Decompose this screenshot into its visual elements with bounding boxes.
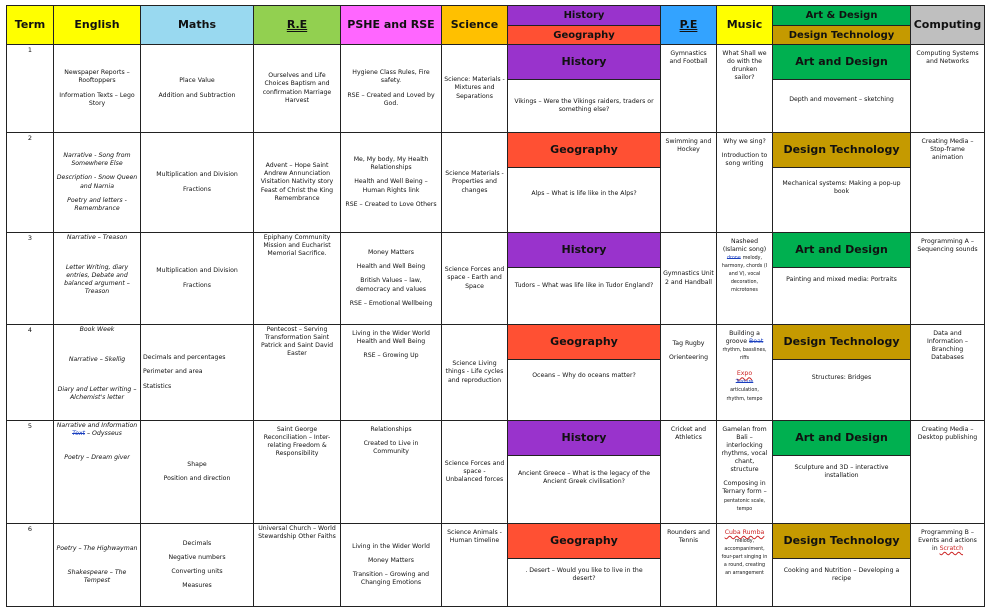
pshe-item: RSE – Emotional Wellbeing — [349, 299, 433, 307]
science-cell — [442, 421, 508, 524]
pe-item: Orienteering — [668, 354, 708, 362]
science-item: Science: Materials - Mixtures and Separations — [444, 76, 505, 100]
re-cell — [254, 45, 341, 133]
art-dt-topic: Mechanical systems: Making a pop-up book — [782, 180, 901, 196]
pshe-item: RSE – Created to Love Others — [345, 200, 437, 208]
science-cell — [442, 45, 508, 133]
header-pshe: PSHE and RSE — [341, 6, 442, 45]
art-dt-topic: Sculpture and 3D – interactive installation — [794, 464, 889, 480]
computing-item: Programming A – Sequencing sounds — [917, 238, 978, 254]
geography-banner: Geography — [508, 325, 660, 360]
computing-cell — [911, 45, 985, 133]
header-re — [254, 6, 341, 45]
geography-banner: Geography — [508, 133, 660, 168]
dt-banner: Design Technology — [773, 524, 910, 559]
english-strike-text: Text — [72, 430, 86, 438]
english-cell — [54, 45, 141, 133]
pshe-item: Living in the Wider World — [352, 542, 430, 550]
science-cell — [442, 133, 508, 233]
music-item: Introduction to song writing — [721, 152, 768, 168]
science-item: Science Forces and space - Unbalanced forces — [444, 459, 505, 484]
english-item: Diary and Letter writing – Alchemist's letter — [57, 386, 137, 402]
science-item: Science Forces and space - Earth and Space — [444, 266, 505, 290]
pshe-cell — [341, 133, 442, 233]
english-item: Information Texts – Lego Story — [59, 91, 135, 107]
english-cell — [54, 524, 141, 607]
term-number: 6 — [7, 524, 54, 607]
english-item: Description - Snow Queen and Narnia — [56, 174, 138, 190]
re-cell — [254, 524, 341, 607]
term-number: 1 — [7, 45, 54, 133]
term-row-2 — [7, 133, 985, 233]
computing-cell — [911, 325, 985, 421]
history-banner: History — [508, 45, 660, 80]
science-cell — [442, 233, 508, 325]
music-strike-text: Texture — [735, 380, 754, 386]
maths-item: Converting units — [171, 568, 223, 575]
pshe-cell — [341, 524, 442, 607]
humanities-cell — [508, 421, 661, 524]
pshe-cell — [341, 45, 442, 133]
curriculum-grid — [6, 5, 985, 607]
music-cell — [717, 325, 773, 421]
science-item: Science Living things - Life cycles and reproduction — [445, 360, 504, 384]
pe-item: Gymnastics Unit 2 and Handball — [663, 270, 714, 286]
header-re-label: R.E — [286, 17, 308, 31]
term-number: 3 — [7, 233, 54, 325]
pshe-item: Money Matters — [367, 249, 415, 257]
maths-item: Multiplication and Division — [156, 171, 238, 179]
science-cell — [442, 325, 508, 421]
music-strike-text: drone — [726, 256, 741, 262]
term-row-3 — [7, 233, 985, 325]
computing-cell — [911, 524, 985, 607]
computing-wavy-text: Scratch — [939, 545, 964, 553]
science-item: Science Materials - Properties and changes — [445, 170, 504, 194]
re-item: Epiphany Community Mission and Eucharist Memorial Sacrifice. — [263, 234, 331, 258]
maths-item: Position and direction — [163, 475, 231, 482]
humanities-topic: Tudors – What was life like in Tudor England? — [514, 282, 654, 289]
art-banner: Art and Design — [773, 45, 910, 80]
pe-cell — [661, 133, 717, 233]
pe-cell — [661, 45, 717, 133]
humanities-topic: Ancient Greece – What is the legacy of the Ancient Greek civilisation? — [517, 470, 651, 486]
re-cell — [254, 325, 341, 421]
english-cell — [54, 421, 141, 524]
pshe-item: RSE – Growing Up — [363, 352, 419, 360]
maths-item: Decimals — [182, 539, 212, 547]
computing-item: Computing Systems and Networks — [916, 50, 979, 66]
pe-cell — [661, 421, 717, 524]
art-dt-cell — [773, 133, 911, 233]
english-item: Book Week — [79, 326, 115, 333]
pshe-cell — [341, 421, 442, 524]
music-item: What Shall we do with the drunken sailor? — [722, 50, 767, 82]
re-cell — [254, 421, 341, 524]
computing-cell — [911, 421, 985, 524]
maths-item: Shape — [187, 460, 207, 468]
music-cell — [717, 421, 773, 524]
header-geography: Geography — [508, 26, 661, 45]
re-cell — [254, 133, 341, 233]
art-dt-cell — [773, 45, 911, 133]
music-item: Composing in Ternary form – — [722, 480, 767, 496]
maths-item: Decimals and percentages — [143, 354, 226, 362]
music-wavy-text: Expo — [736, 370, 753, 378]
maths-item: Addition and Subtraction — [158, 91, 236, 99]
music-cell — [717, 133, 773, 233]
re-item: Universal Church – World Stewardship Other Faiths — [258, 525, 336, 541]
maths-cell — [141, 45, 254, 133]
art-dt-cell — [773, 233, 911, 325]
maths-item: Statistics — [143, 382, 172, 390]
re-item: Advent – Hope Saint Andrew Annunciation Visitation Nativity story Feast of Christ the King Remembrance — [260, 162, 334, 202]
maths-item: Place Value — [179, 77, 215, 85]
pe-cell — [661, 325, 717, 421]
music-detail: articulation, rhythm, tempo — [726, 388, 763, 402]
music-detail: melody, accompaniment, four-part singing in a round, creating an arrangement — [721, 539, 768, 577]
science-item: Science Animals - Human timeline — [447, 529, 502, 545]
music-item: Gamelan from Bali – interlocking rhythms, vocal chant, structure — [721, 426, 768, 474]
re-item: Saint George Reconciliation – Inter-relating Freedom & Responsibility — [263, 426, 331, 458]
pshe-item: British Values – law, democracy and values — [355, 277, 427, 293]
pshe-item: RSE – Created and Loved by God. — [347, 91, 435, 107]
term-row-5 — [7, 421, 985, 524]
english-cell — [54, 233, 141, 325]
humanities-cell — [508, 233, 661, 325]
english-item: Newspaper Reports – Rooftoppers — [64, 69, 130, 85]
english-cell — [54, 325, 141, 421]
pshe-item: Relationships — [370, 426, 412, 433]
english-item: Poetry – The Highwayman — [56, 544, 138, 552]
maths-item: Measures — [182, 582, 212, 590]
term-number: 4 — [7, 325, 54, 421]
pshe-item: Health and Well Being — [356, 263, 426, 271]
art-dt-topic: Structures: Bridges — [811, 374, 872, 381]
music-detail: rhythm, basslines, riffs — [722, 348, 767, 362]
computing-item: Programming B – Events and actions in — [918, 529, 977, 553]
pe-item: Rounders and Tennis — [667, 529, 710, 545]
header-pe — [661, 6, 717, 45]
music-detail: melody, harmony, chords (I and V), vocal decoration, microtones — [721, 256, 768, 294]
computing-cell — [911, 233, 985, 325]
re-item: Ourselves and Life Choices Baptism and confirmation Marriage Harvest — [262, 72, 332, 104]
header-dt: Design Technology — [773, 26, 911, 45]
humanities-cell — [508, 325, 661, 421]
term-number: 5 — [7, 421, 54, 524]
music-item: Why we sing? — [723, 138, 766, 145]
pshe-item: Health and Well Being – Human Rights link — [354, 178, 428, 194]
header-term: Term — [7, 6, 54, 45]
humanities-topic: Alps – What is life like in the Alps? — [531, 190, 637, 197]
art-dt-topic: Cooking and Nutrition – Developing a recipe — [783, 567, 900, 583]
english-item: Narrative – Treason — [66, 234, 128, 241]
english-item: Shakespeare – The Tempest — [67, 568, 127, 585]
term-row-4 — [7, 325, 985, 421]
maths-cell — [141, 325, 254, 421]
humanities-topic: Oceans – Why do oceans matter? — [532, 372, 636, 379]
humanities-topic: . Desert – Would you like to live in the desert? — [525, 567, 643, 583]
art-dt-cell — [773, 325, 911, 421]
header-pe-label: P.E — [679, 17, 698, 31]
maths-cell — [141, 233, 254, 325]
dt-banner: Design Technology — [773, 325, 910, 360]
music-cell — [717, 524, 773, 607]
header-history: History — [508, 6, 661, 26]
pshe-item: Money Matters — [367, 556, 415, 564]
music-title: Nasheed (Islamic song) — [722, 238, 767, 254]
header-maths: Maths — [141, 6, 254, 45]
music-cell — [717, 45, 773, 133]
english-item: Narrative – Skellig — [68, 356, 126, 364]
maths-item: Perimeter and area — [143, 368, 203, 376]
humanities-cell — [508, 45, 661, 133]
header-music: Music — [717, 6, 773, 45]
science-cell — [442, 524, 508, 607]
english-item: Narrative - Song from Somewhere Else — [63, 152, 131, 168]
pe-cell — [661, 233, 717, 325]
pe-item: Gymnastics and Football — [669, 50, 708, 66]
maths-item: Fractions — [183, 281, 211, 289]
term-number: 2 — [7, 133, 54, 233]
art-dt-topic: Depth and movement – sketching — [789, 96, 894, 103]
music-wavy-text: Cuba Rumba — [724, 529, 765, 536]
re-item: Pentecost – Serving Transformation Saint Patrick and Saint David Easter — [260, 326, 334, 358]
pshe-item: Me, My body, My Health Relationships — [353, 156, 429, 172]
pe-item: Tag Rugby — [672, 340, 705, 347]
humanities-cell — [508, 133, 661, 233]
history-banner: History — [508, 233, 660, 268]
computing-item: Creating Media – Desktop publishing — [917, 426, 978, 442]
music-strike-text: Beat — [749, 338, 764, 346]
art-banner: Art and Design — [773, 233, 910, 268]
term-row-1 — [7, 45, 985, 133]
maths-cell — [141, 133, 254, 233]
pshe-item: Created to Live in Community — [363, 440, 419, 456]
humanities-topic: Vikings – Were the Vikings raiders, traders or something else? — [514, 98, 654, 114]
music-detail: pentatonic scale, tempo — [723, 498, 766, 512]
pshe-cell — [341, 233, 442, 325]
maths-cell — [141, 421, 254, 524]
re-cell — [254, 233, 341, 325]
art-dt-cell — [773, 524, 911, 607]
computing-item: Data and Information – Branching Databases — [927, 330, 968, 362]
computing-cell — [911, 133, 985, 233]
art-banner: Art and Design — [773, 421, 910, 456]
term-row-6 — [7, 524, 985, 607]
maths-item: Multiplication and Division — [156, 267, 238, 275]
pshe-item: Transition – Growing and Changing Emotions — [352, 571, 430, 587]
header-art: Art & Design — [773, 6, 911, 26]
english-item: Poetry and letters - Remembrance — [67, 196, 127, 212]
pshe-item: Hygiene Class Rules, Fire safety. — [352, 69, 430, 85]
pe-item: Cricket and Athletics — [670, 426, 707, 442]
header-science: Science — [442, 6, 508, 45]
humanities-cell — [508, 524, 661, 607]
history-banner: History — [508, 421, 660, 456]
pe-cell — [661, 524, 717, 607]
english-item: Poetry – Dream giver — [64, 454, 130, 462]
pshe-cell — [341, 325, 442, 421]
art-dt-cell — [773, 421, 911, 524]
english-item: Narrative and Information — [56, 422, 138, 429]
header-english: English — [54, 6, 141, 45]
music-title: Building a groove — [725, 330, 760, 346]
maths-item: Fractions — [183, 185, 211, 193]
pe-item: Swimming and Hockey — [665, 138, 712, 154]
pshe-item: Living in the Wider World Health and Well Being — [352, 330, 430, 346]
art-dt-topic: Painting and mixed media: Portraits — [786, 276, 897, 283]
dt-banner: Design Technology — [773, 133, 910, 168]
maths-cell — [141, 524, 254, 607]
english-item: – Odysseus — [86, 430, 122, 438]
header-computing: Computing — [911, 6, 985, 45]
header-row — [7, 6, 985, 26]
english-cell — [54, 133, 141, 233]
music-cell — [717, 233, 773, 325]
english-item: Letter Writing, diary entries, Debate and balanced argument – Treason — [64, 264, 130, 296]
maths-item: Negative numbers — [168, 553, 226, 561]
computing-item: Creating Media – Stop-frame animation — [921, 138, 974, 162]
geography-banner: Geography — [508, 524, 660, 559]
